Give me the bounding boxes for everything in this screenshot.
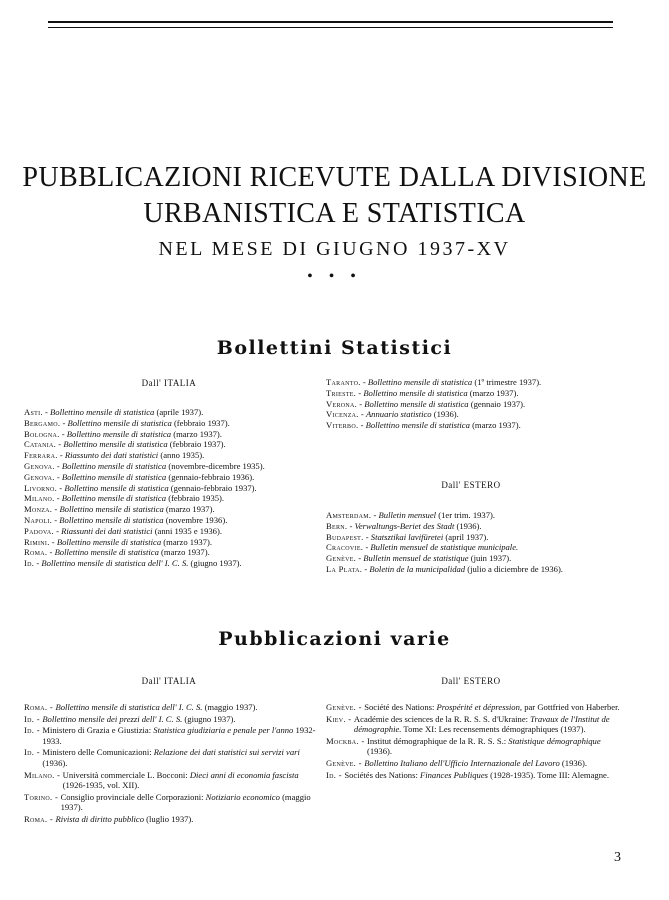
entry-place: Id. — [24, 713, 35, 724]
entry-place: Torino. — [24, 791, 53, 802]
entry-text — [55, 814, 316, 825]
entry-text-italic: Notiziario economico — [205, 791, 280, 802]
entry-note: (anno 1935). — [160, 450, 205, 461]
entry-place: Id. — [326, 769, 337, 780]
entry-text — [42, 747, 316, 768]
list-item: Asti. - Bollettino mensile di statistica (aprile 1937). — [24, 407, 204, 417]
page-title-line-1: PUBBLICAZIONI RICEVUTE DALLA DIVISIONE — [22, 162, 647, 193]
entry-title: Bollettino mensile di statistica — [63, 439, 168, 450]
entry-note: (novembre 1936). — [165, 514, 228, 525]
list-item: Catania. - Bollettino mensile di statistica (febbraio 1937). — [24, 439, 226, 450]
entry-note: (1936). — [456, 520, 482, 531]
entry-title: Verwaltungs-Beriet des Stadt — [354, 520, 455, 531]
entry-text — [61, 792, 316, 813]
entry-title: Bollettino mensile di statistica — [61, 471, 167, 482]
list-item: Genève. - Société des Nations: Prospérité et dépression, par Gottfried von Haberber. — [326, 702, 626, 713]
entry-note: (giugno 1937). — [190, 558, 242, 569]
entry-place: Genève. — [326, 757, 357, 768]
top-rule-thick — [48, 21, 613, 23]
entry-note: (april 1937). — [445, 531, 489, 542]
entry-title: Bulletin mensuel — [378, 510, 437, 520]
entry-title: Bollettino mensile di statistica — [363, 387, 468, 398]
entry-text-after: (1928-1935). Tome III: Alemagne. — [488, 769, 609, 780]
entry-text-italic: Bollettino mensile dei prezzi dell' I. C. S. — [42, 713, 183, 724]
entry-text-plain: Académie des sciences de la R. R. S. S. d'Ukraine: — [353, 713, 531, 724]
list-item: Ferrara. - Riassunto dei dati statistici (anno 1935). — [24, 450, 205, 461]
bollettini-italia-list-continued — [326, 377, 541, 431]
entry-note: (1er trim. 1937). — [438, 510, 496, 520]
entry-place: Bern. — [326, 520, 348, 531]
entry-place: Kiev. — [326, 713, 346, 724]
entry-title: Bollettino mensile di statistica — [365, 420, 470, 431]
entry-place: Vicenza. — [326, 409, 359, 420]
list-item: Genève. - Bulletin mensuel de statistique (juin 1937). — [326, 553, 512, 564]
entry-place: Id. — [24, 558, 35, 569]
list-item: Viterbo. - Bollettino mensile di statistica (marzo 1937). — [326, 420, 521, 431]
entry-note: (marzo 1937). — [163, 536, 212, 547]
list-item: Vicenza. - Annuario statistico (1936). — [326, 409, 459, 420]
entry-title: Bulletin mensuel de statistique municipale. — [370, 542, 519, 553]
entry-place: Amsterdam. — [326, 510, 372, 520]
entry-place: Roma. — [24, 547, 48, 558]
entry-text — [63, 770, 316, 791]
varie-estero-label: Dall' ESTERO — [441, 676, 501, 686]
entry-place: Rimini. — [24, 536, 50, 547]
entry-title: Bollettino mensile di statistica — [67, 417, 172, 428]
entry-text-italic: Dieci anni di economia fascista — [189, 769, 299, 780]
list-item: Budapest. - Statsztikai lavifüretei (april 1937). — [326, 531, 489, 542]
page-title-line-2: URBANISTICA E STATISTICA — [143, 198, 526, 229]
entry-place: Budapest. — [326, 531, 364, 542]
list-item: Livorno. - Bollettino mensile di statistica (gennaio-febbraio 1937). — [24, 482, 257, 493]
entry-text-italic: Finances Publiques — [419, 769, 489, 780]
entry-text-after: 1932-1933. — [42, 725, 316, 746]
entry-text — [55, 702, 316, 713]
list-item: Napoli. - Bollettino mensile di statistica (novembre 1936). — [24, 514, 228, 525]
list-item: Roma. - Bollettino mensile di statistica dell' I. C. S. (maggio 1937). — [24, 702, 316, 713]
entry-place: Livorno. — [24, 482, 58, 493]
entry-text-plain: Société des Nations: — [364, 702, 437, 712]
entry-note: (marzo 1937). — [165, 504, 215, 515]
list-item: Id. - Bollettino mensile di statistica dell' I. C. S. (giugno 1937). — [24, 558, 242, 569]
entry-note: (aprile 1937). — [156, 407, 204, 417]
list-item: Milano. - Bollettino mensile di statistica (febbraio 1935). — [24, 493, 225, 504]
entry-place: Genova. — [24, 471, 55, 482]
entry-text-plain: Consiglio provinciale delle Corporazioni: — [60, 791, 206, 802]
entry-place: Cracovie. — [326, 542, 364, 553]
entry-text-italic: Bollettino mensile di statistica dell' I. C. S. — [55, 702, 203, 712]
entry-place: Genève. — [326, 553, 357, 564]
entry-title: Riassunti dei dati statistici — [61, 525, 153, 536]
entry-note: (gennaio-febbraio 1936). — [168, 471, 255, 482]
entry-text-after: Tome XI: Les recensements démographiques (1937). — [401, 724, 586, 735]
entry-note: (juin 1937). — [470, 553, 512, 564]
entry-title: Bollettino mensile di statistica — [50, 407, 155, 417]
entry-text-plain: Ministero di Grazia e Giustizia: — [42, 725, 154, 736]
entry-note: (gennaio-febbraio 1937). — [170, 482, 257, 493]
list-item: Padova. - Riassunti dei dati statistici (anni 1935 e 1936). — [24, 525, 222, 536]
entry-note: (marzo 1937). — [173, 428, 222, 439]
varie-italia-list — [24, 702, 316, 826]
entry-place: Ferrara. — [24, 450, 58, 461]
entry-place: Bergamo. — [24, 417, 61, 428]
entry-text-after: (1936). — [559, 757, 587, 768]
list-item: Genova. - Bollettino mensile di statistica (novembre-dicembre 1935). — [24, 460, 265, 471]
entry-title: Bollettino mensile di statistica dell' I. C. S. — [41, 558, 189, 569]
bollettini-estero-label: Dall' ESTERO — [441, 480, 501, 490]
entry-place: Genève. — [326, 702, 357, 712]
entry-place: Padova. — [24, 525, 54, 536]
entry-place: Taranto. — [326, 377, 361, 387]
entry-text-plain: Institut démographique de la R. R. S. S.: — [366, 735, 509, 746]
top-rule-thin — [48, 27, 613, 28]
page-subtitle: NEL MESE DI GIUGNO 1937-XV — [158, 238, 511, 260]
entry-text — [42, 714, 316, 725]
entry-text-after: (giugno 1937). — [182, 713, 236, 724]
entry-place: Roma. — [24, 813, 48, 824]
list-item: Id. - Ministero delle Comunicazioni: Relazione dei dati statistici sui servizi vari (1936). — [24, 747, 316, 768]
entry-title: Riassunto dei dati statistici — [64, 450, 159, 461]
entry-title: Bollettino mensile di statistica — [64, 482, 169, 493]
entry-note: (anni 1935 e 1936). — [154, 525, 222, 536]
entry-title: Statsztikai lavifüretei — [370, 531, 444, 542]
entry-title: Bollettino mensile di statistica — [61, 493, 167, 504]
entry-note: (marzo 1937). — [161, 547, 210, 558]
entry-text-italic: Relazione dei dati statistici sui servizi vari — [153, 747, 300, 758]
entry-place: Milano. — [24, 493, 55, 504]
entry-place: Id. — [24, 725, 35, 736]
list-item: Cracovie. - Bulletin mensuel de statistique municipale. — [326, 542, 519, 553]
bollettini-italia-label: Dall' ITALIA — [141, 378, 197, 388]
entry-place: Catania. — [24, 439, 57, 450]
entry-text-after: (1926-1935, vol. XII). — [62, 780, 140, 791]
bollettini-italia-list — [24, 407, 265, 569]
entry-title: Bollettino mensile di statistica — [61, 460, 167, 471]
entry-text-after: (luglio 1937). — [144, 813, 194, 824]
entry-text-italic: Prospérité et dépression, — [436, 702, 523, 712]
entry-title: Bollettino mensile di statistica — [66, 428, 172, 439]
entry-text — [367, 736, 626, 757]
entry-note: (gennaio 1937). — [470, 398, 526, 409]
entry-place: Mockba. — [326, 735, 359, 746]
entry-text-after: (1936). — [42, 757, 68, 768]
entry-place: Asti. — [24, 407, 43, 417]
list-item: Verona. - Bollettino mensile di statistica (gennaio 1937). — [326, 398, 526, 409]
list-item: Id. - Sociétés des Nations: Finances Publiques (1928-1935). Tome III: Alemagne. — [326, 770, 626, 781]
entry-note: (novembre-dicembre 1935). — [168, 460, 265, 471]
list-item: Genova. - Bollettino mensile di statistica (gennaio-febbraio 1936). — [24, 471, 255, 482]
varie-italia-label: Dall' ITALIA — [141, 676, 197, 686]
entry-note: (marzo 1937). — [469, 387, 519, 398]
entry-place: Verona. — [326, 398, 358, 409]
entry-text — [364, 758, 626, 769]
entry-note: (marzo 1937). — [472, 420, 521, 431]
entry-title: Bollettino mensile di statistica — [54, 547, 159, 558]
list-item: Bergamo. - Bollettino mensile di statistica (febbraio 1937). — [24, 417, 230, 428]
entry-text — [364, 702, 626, 713]
varie-estero-list — [326, 702, 626, 781]
list-item: Trieste. - Bollettino mensile di statistica (marzo 1937). — [326, 387, 519, 398]
entry-place: La Plata. — [326, 563, 363, 574]
list-item: Bern. - Verwaltungs-Beriet des Stadt (1936). — [326, 520, 482, 531]
section-heading-varie: Pubblicazioni varie — [218, 628, 451, 650]
list-item: Genève. - Bollettino Italiano dell'Ufficio Internazionale del Lavoro (1936). — [326, 758, 626, 769]
entry-title: Bulletin mensuel de statistique — [363, 553, 469, 564]
list-item: Taranto. - Bollettino mensile di statistica (1º trimestre 1937). — [326, 377, 542, 387]
entry-text-italic: Bollettino Italiano dell'Ufficio Internazionale del Lavoro — [364, 757, 560, 768]
entry-title: Bollettino mensile di statistica — [367, 377, 473, 387]
entry-place: Genova. — [24, 460, 55, 471]
entry-text-after: par Gottfried von Haberber. — [522, 702, 620, 712]
page-number: 3 — [614, 850, 621, 865]
list-item: Rimini. - Bollettino mensile di statistica (marzo 1937). — [24, 536, 212, 547]
entry-title: Bollettino mensile di statistica — [59, 514, 164, 525]
entry-text-plain: Ministero delle Comunicazioni: — [42, 747, 154, 758]
bollettini-estero-list — [326, 510, 563, 575]
entry-note: (febbraio 1935). — [168, 493, 225, 504]
entry-place: Roma. — [24, 702, 48, 712]
entry-note: (1936). — [433, 409, 459, 420]
entry-title: Annuario statistico — [365, 409, 432, 420]
entry-text-after: (maggio 1937). — [60, 791, 311, 813]
entry-text-after: (1936). — [366, 746, 393, 757]
entry-title: Bollettino mensile di statistica — [56, 536, 162, 547]
entry-note: (julio a diciembre de 1936). — [467, 563, 563, 574]
entry-note: (febbraio 1937). — [173, 417, 230, 428]
entry-note: (1º trimestre 1937). — [474, 377, 542, 387]
entry-text-italic: Statistica giudiziaria e penale per l'anno — [153, 725, 294, 736]
entry-text-italic: Travaux de l'Institut de démographie. — [353, 713, 610, 735]
entry-text — [344, 770, 626, 781]
entry-place: Monza. — [24, 504, 53, 515]
entry-text — [42, 725, 316, 746]
entry-text-plain: Sociétés des Nations: — [344, 769, 420, 780]
list-item: Amsterdam. - Bulletin mensuel (1er trim. 1937). — [326, 510, 496, 520]
list-item: Id. - Bollettino mensile dei prezzi dell' I. C. S. (giugno 1937). — [24, 714, 316, 725]
list-item: Id. - Ministero di Grazia e Giustizia: Statistica giudiziaria e penale per l'anno 1932-1933. — [24, 725, 316, 746]
ornament: • • • — [307, 268, 362, 285]
entry-place: Napoli. — [24, 514, 53, 525]
entry-title: Bollettino mensile di statistica — [364, 398, 469, 409]
entry-text-plain: Università commerciale L. Bocconi: — [62, 769, 190, 780]
list-item: La Plata. - Boletin de la municipalidad (julio a diciembre de 1936). — [326, 563, 563, 574]
list-item: Roma. - Bollettino mensile di statistica (marzo 1937). — [24, 547, 210, 558]
entry-title: Bollettino mensile di statistica — [59, 504, 164, 515]
entry-place: Milano. — [24, 769, 55, 780]
entry-place: Viterbo. — [326, 420, 359, 431]
entry-text — [354, 714, 626, 735]
entry-text-after: (maggio 1937). — [202, 702, 258, 712]
entry-text-italic: Rivista di diritto pubblico — [55, 813, 145, 824]
list-item: Milano. - Università commerciale L. Bocconi: Dieci anni di economia fascista (1926-1935, vol. XII). — [24, 770, 316, 791]
list-item: Roma. - Rivista di diritto pubblico (luglio 1937). — [24, 814, 316, 825]
section-heading-bollettini: Bollettini Statistici — [216, 337, 453, 359]
list-item: Bologna. - Bollettino mensile di statistica (marzo 1937). — [24, 428, 222, 439]
entry-note: (febbraio 1937). — [169, 439, 226, 450]
list-item: Mockba. - Institut démographique de la R. R. S. S.: Statistique démographique (1936). — [326, 736, 626, 757]
entry-place: Bologna. — [24, 428, 60, 439]
entry-place: Id. — [24, 747, 35, 758]
list-item: Torino. - Consiglio provinciale delle Corporazioni: Notiziario economico (maggio 1937). — [24, 792, 316, 813]
entry-text-italic: Statistique démographique — [508, 735, 601, 746]
list-item: Kiev. - Académie des sciences de la R. R. S. S. d'Ukraine: Travaux de l'Institut de démographie. Tome XI: Les recensements démographiques (1937). — [326, 714, 626, 735]
entry-place: Trieste. — [326, 387, 357, 398]
list-item: Monza. - Bollettino mensile di statistica (marzo 1937). — [24, 504, 215, 515]
entry-title: Boletin de la municipalidad — [369, 563, 466, 574]
